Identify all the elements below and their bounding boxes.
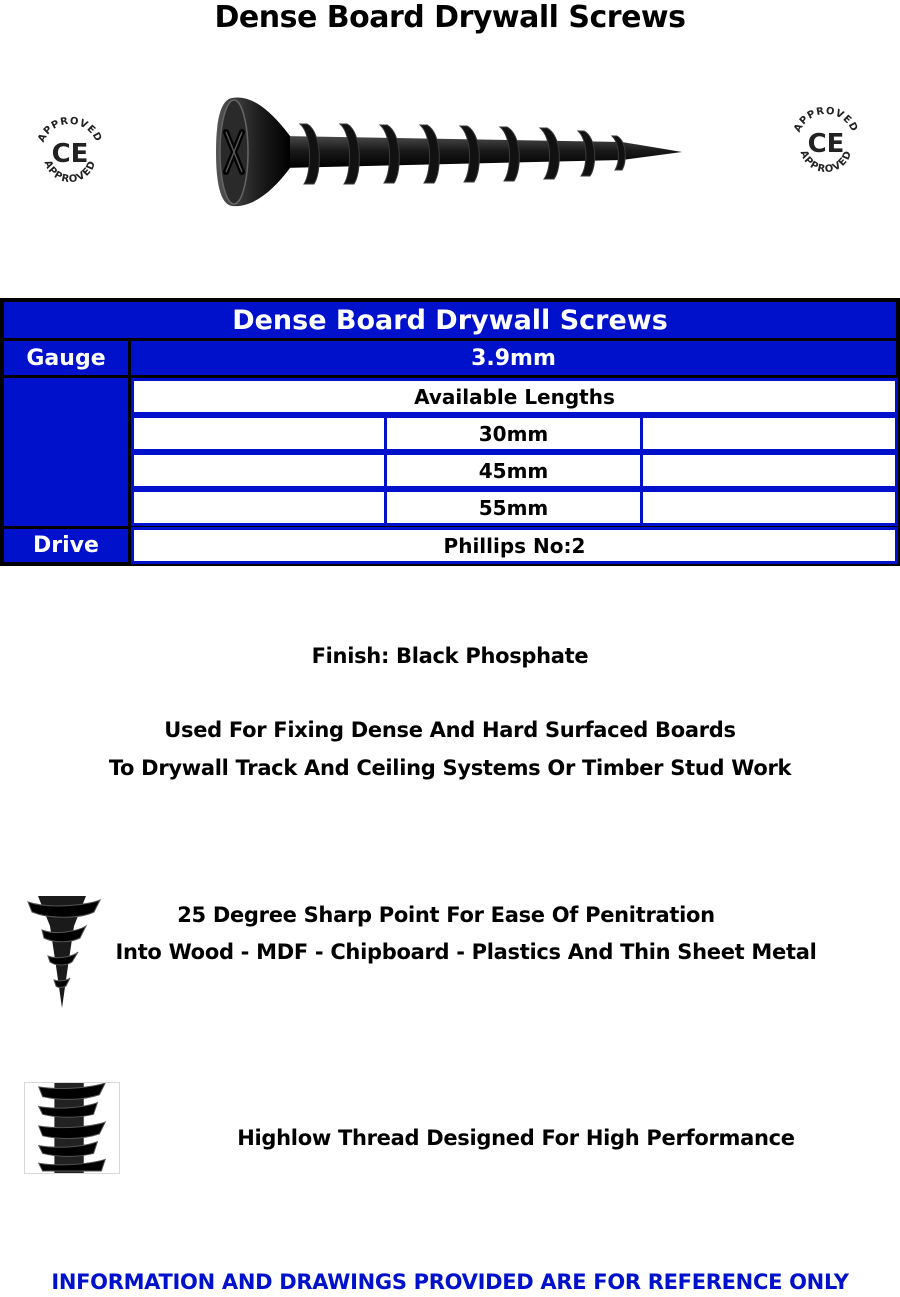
usage-line-1: Used For Fixing Dense And Hard Surfaced Boards (164, 718, 736, 742)
usage-line-2: To Drywall Track And Ceiling Systems Or Timber Stud Work (108, 756, 792, 780)
point-feature-line-1: 25 Degree Sharp Point For Ease Of Penitration (177, 903, 715, 927)
length-blank-left (131, 452, 387, 489)
gauge-value: 3.9mm (131, 341, 896, 375)
gauge-label: Gauge (4, 341, 128, 375)
length-blank-right (640, 415, 898, 452)
drive-value: Phillips No:2 (131, 527, 898, 564)
ce-mark-text: CE (807, 129, 845, 159)
length-blank-left (131, 489, 387, 526)
ce-ring-text-bottom: APPROVED (41, 158, 99, 186)
ce-ring-text: APPROVED (792, 105, 860, 135)
ce-ring-text: APPROVED (36, 115, 104, 145)
ce-approved-badge-right (786, 102, 866, 182)
lengths-label-cell (4, 378, 128, 526)
thread-feature-text: Highlow Thread Designed For High Performance (237, 1126, 795, 1150)
available-lengths-header: Available Lengths (131, 378, 898, 415)
spec-table-header: Dense Board Drywall Screws (4, 302, 896, 338)
spec-table (0, 298, 900, 566)
reference-disclaimer: INFORMATION AND DRAWINGS PROVIDED ARE FOR REFERENCE ONLY (51, 1270, 849, 1294)
drive-label: Drive (4, 529, 128, 562)
ce-approved-badge-left (30, 112, 110, 192)
length-value: 30mm (384, 415, 643, 452)
ce-ring-text-bottom: APPROVED (797, 148, 855, 176)
page-title: Dense Board Drywall Screws (214, 0, 686, 35)
point-feature-line-2: Into Wood - MDF - Chipboard - Plastics And Thin Sheet Metal (115, 940, 817, 964)
finish-text: Finish: Black Phosphate (311, 644, 589, 668)
length-value: 55mm (384, 489, 643, 526)
length-blank-left (131, 415, 387, 452)
length-value: 45mm (384, 452, 643, 489)
length-blank-right (640, 489, 898, 526)
drywall-screw-image (212, 92, 687, 212)
length-blank-right (640, 452, 898, 489)
ce-mark-text: CE (51, 139, 89, 169)
